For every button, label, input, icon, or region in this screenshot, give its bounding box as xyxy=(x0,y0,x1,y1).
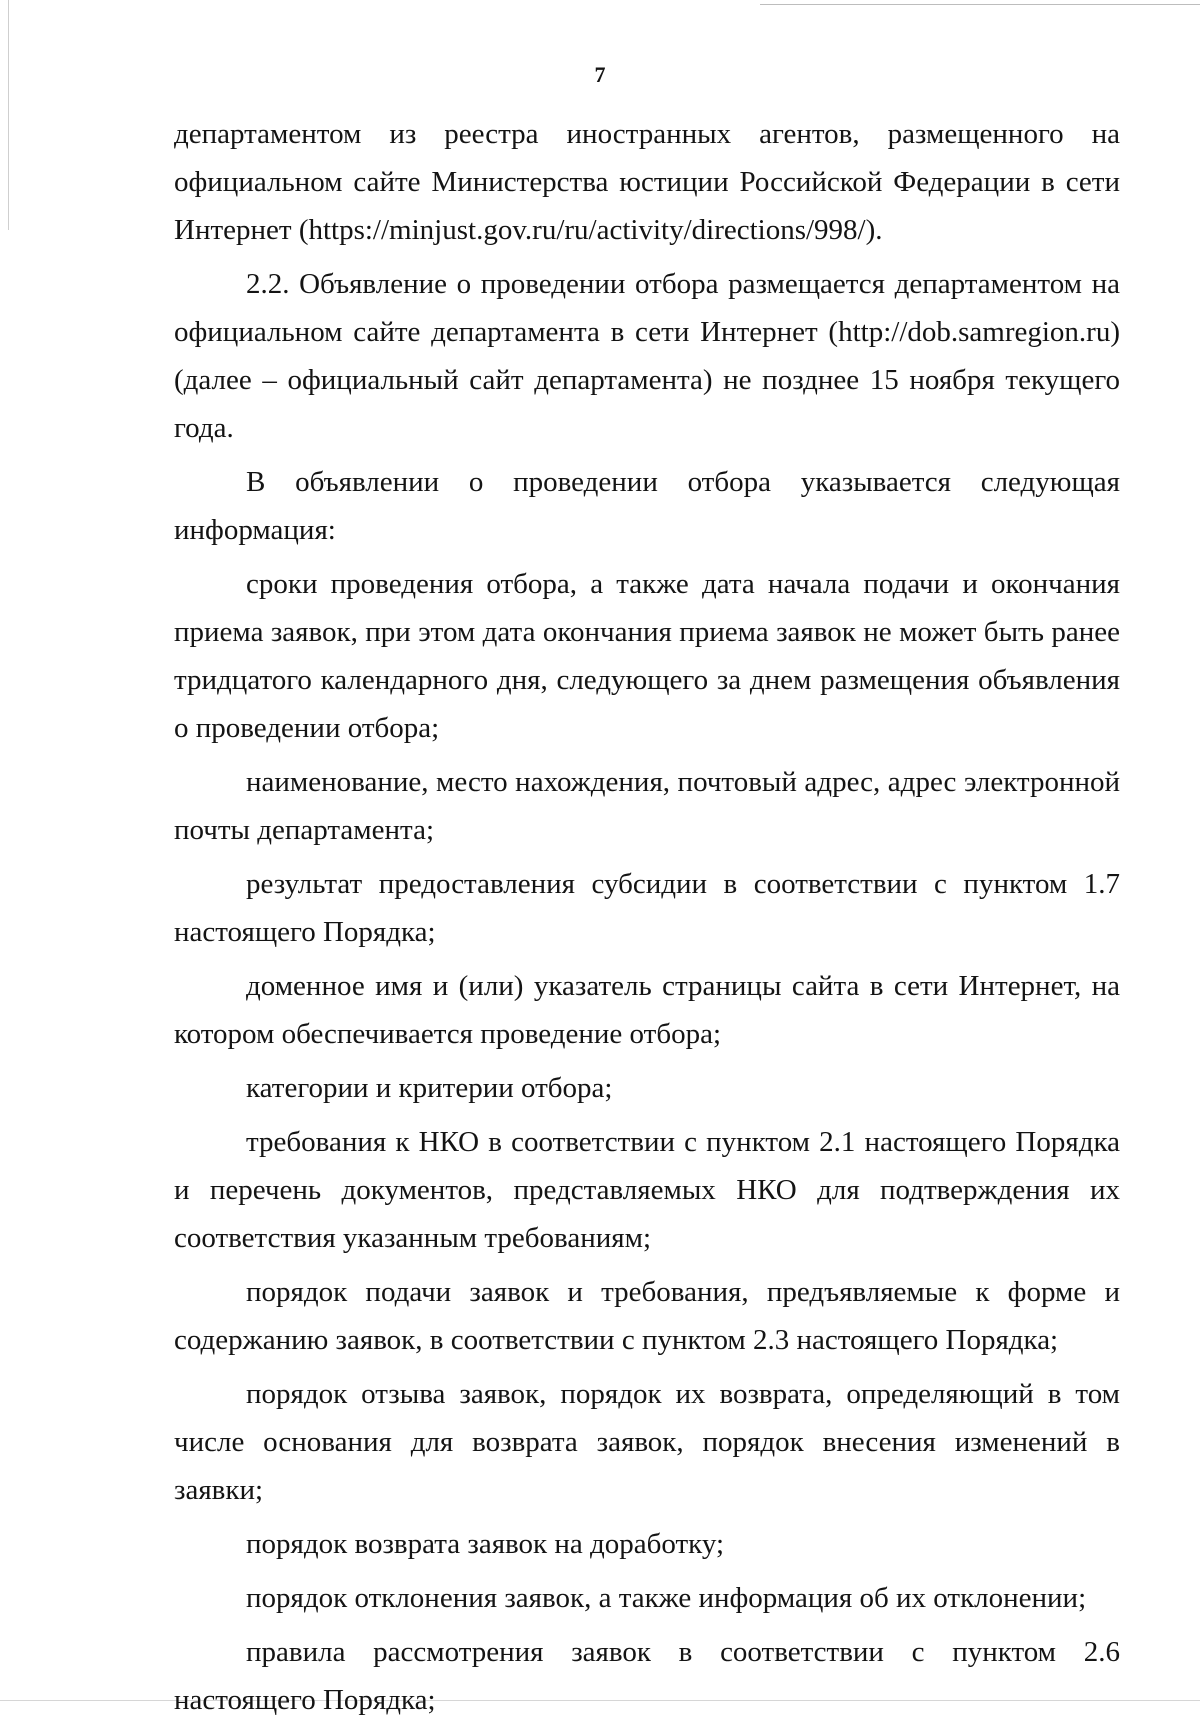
list-item-withdrawal-order: порядок отзыва заявок, порядок их возврата, определяющий в том числе основания для возврата заявок, порядок внесения изменений в заявки; xyxy=(174,1378,1120,1506)
list-item-return-for-revision: порядок возврата заявок на доработку; xyxy=(246,1528,725,1560)
list-item-subsidy-result: результат предоставления субсидии в соответствии с пунктом 1.7 настоящего Порядка; xyxy=(174,868,1120,948)
list-item-timing: сроки проведения отбора, а также дата начала подачи и окончания приема заявок, при этом дата окончания приема заявок не может быть ранее тридцатого календарного дня, следующего за днем размещения объявления о проведении отбора; xyxy=(174,568,1120,744)
paragraph-2-2: 2.2. Объявление о проведении отбора размещается департаментом на официальном сайте департамента в сети Интернет (http://dob.samregion.ru) (далее – официальный сайт департамента) не позднее 15 ноября текущего года. xyxy=(174,268,1120,444)
list-item-submission-order: порядок подачи заявок и требования, предъявляемые к форме и содержанию заявок, в соответствии с пунктом 2.3 настоящего Порядка; xyxy=(174,1276,1120,1356)
document-body xyxy=(174,110,1120,1728)
list-item-nko-requirements: требования к НКО в соответствии с пунктом 2.1 настоящего Порядка и перечень документов, представляемых НКО для подтверждения их соответствия указанным требованиям; xyxy=(174,1126,1120,1254)
page-number: 7 xyxy=(594,62,606,87)
list-item-department-contacts: наименование, место нахождения, почтовый адрес, адрес электронной почты департамента; xyxy=(174,766,1120,846)
scan-artifact-top-line xyxy=(760,4,1200,5)
list-item-rejection-order: порядок отклонения заявок, а также информация об их отклонении; xyxy=(246,1582,1087,1614)
paragraph-announcement-info: В объявлении о проведении отбора указывается следующая информация: xyxy=(174,466,1120,546)
scan-artifact-left-edge xyxy=(8,0,9,230)
list-item-categories-criteria: категории и критерии отбора; xyxy=(246,1072,613,1104)
list-item-domain-name: доменное имя и (или) указатель страницы сайта в сети Интернет, на котором обеспечивается проведение отбора; xyxy=(174,970,1120,1050)
paragraph-continuation: департаментом из реестра иностранных агентов, размещенного на официальном сайте Министерства юстиции Российской Федерации в сети Интернет (https://minjust.gov.ru/ru/activity/directions/998/). xyxy=(174,118,1120,246)
list-item-review-rules: правила рассмотрения заявок в соответствии с пунктом 2.6 настоящего Порядка; xyxy=(174,1636,1120,1716)
